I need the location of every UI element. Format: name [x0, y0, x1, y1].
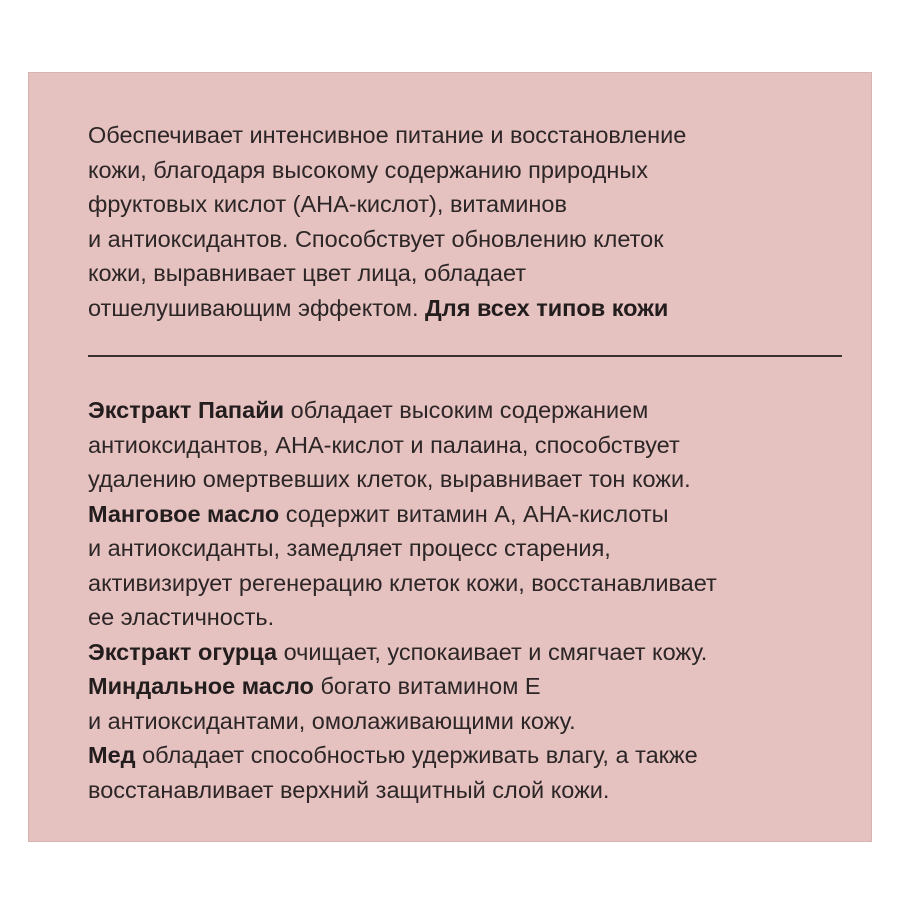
ingredient-desc-line: удалению омертвевших клеток, выравнивает тон кожи.	[88, 466, 691, 492]
ingredient-mango	[88, 497, 717, 532]
ingredient-name: Мед	[88, 742, 136, 768]
ingredient-desc: обладает способностью удерживать влагу, а также	[135, 742, 698, 768]
ingredient-desc-line: антиоксидантов, АНА-кислот и палаина, способствует	[88, 431, 680, 458]
ingredient-name: Манговое масло	[88, 500, 280, 527]
ingredient-papaya	[88, 393, 717, 428]
intro-line: и антиоксидантов. Способствует обновлению клеток	[88, 225, 664, 252]
ingredient-desc-line: и антиоксидантами, омолаживающими кожу.	[88, 707, 576, 734]
ingredient-desc: обладает высоким содержанием	[284, 397, 649, 423]
intro-line: Обеспечивает интенсивное питание и восстановление	[88, 122, 687, 148]
ingredient-honey	[88, 738, 717, 773]
ingredients-list	[88, 393, 717, 807]
ingredient-desc: очищает, успокаивает и смягчает кожу.	[277, 638, 708, 665]
intro-line: кожи, выравнивает цвет лица, обладает	[88, 260, 527, 286]
skin-type-label: Для всех типов кожи	[425, 294, 669, 321]
ingredient-desc-line: ее эластичность.	[88, 604, 275, 630]
ingredient-name: Экстракт Папайи	[88, 397, 285, 423]
intro-line-last	[88, 291, 686, 326]
intro-line: кожи, благодаря высокому содержанию природных	[88, 156, 649, 183]
ingredient-desc: содержит витамин А, АНА-кислоты	[279, 500, 669, 527]
section-divider	[88, 355, 842, 357]
ingredient-name: Экстракт огурца	[88, 638, 278, 665]
intro-paragraph	[88, 118, 686, 325]
intro-line: фруктовых кислот (АНА-кислот), витаминов	[88, 191, 567, 217]
ingredient-desc-line: активизирует регенерацию клеток кожи, восстанавливает	[88, 569, 717, 596]
ingredient-desc: богато витамином Е	[313, 673, 541, 699]
ingredient-desc-line: и антиоксиданты, замедляет процесс старения,	[88, 535, 611, 561]
ingredient-almond	[88, 669, 717, 704]
ingredient-cucumber	[88, 635, 717, 670]
intro-line-text: отшелушивающим эффектом.	[88, 294, 426, 321]
ingredient-name: Миндальное масло	[88, 673, 314, 699]
ingredient-desc-line: восстанавливает верхний защитный слой кожи.	[88, 776, 610, 803]
